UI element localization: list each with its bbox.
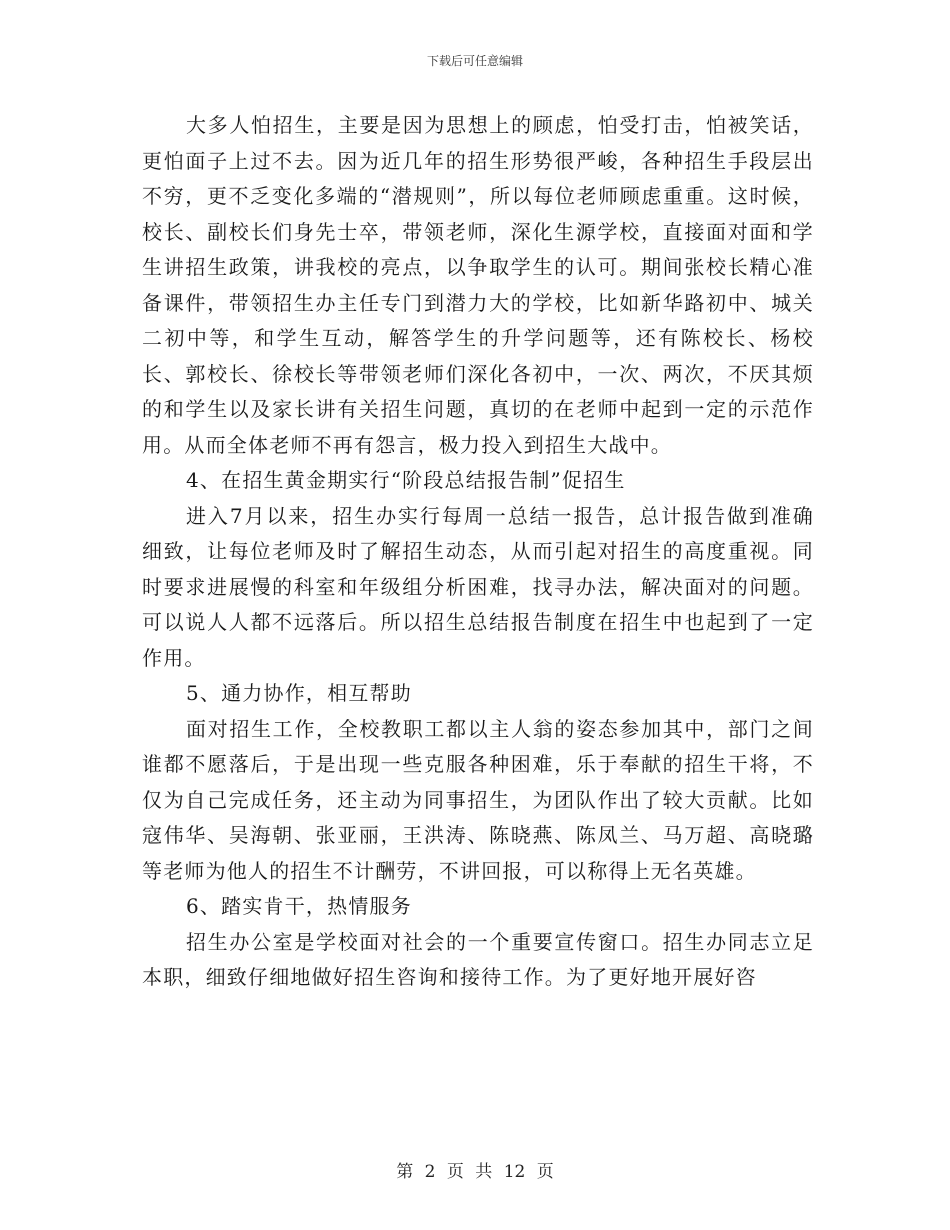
paragraph-3: 面对招生工作，全校教职工都以主人翁的姿态参加其中，部门之间谁都不愿落后，于是出现一些克服各种困难，乐于奉献的招生干将，不仅为自己完成任务，还主动为同事招生，为团队作出了较大贡献。比如寇伟华、吴海朝、张亚丽，王洪涛、陈晓燕、陈凤兰、马万超、高晓璐等老师为他人的招生不计酬劳，不讲回报，可以称得上无名英雄。 xyxy=(142,716,814,883)
page-header: 下载后可任意编辑 xyxy=(426,54,523,68)
paragraph-1: 大多人怕招生，主要是因为思想上的顾虑，怕受打击，怕被笑话，更怕面子上过不去。因为近几年的招生形势很严峻，各种招生手段层出不穷，更不乏变化多端的“潜规则”，所以每位老师顾虑重重。这时候，校长、副校长们身先士卒，带领老师，深化生源学校，直接面对面和学生讲招生政策，讲我校的亮点，以争取学生的认可。期间张校长精心准备课件，带领招生办主任专门到潜力大的学校，比如新华路初中、城关二初中等，和学生互动，解答学生的升学问题等，还有陈校长、杨校长、郭校长、徐校长等带领老师们深化各初中，一次、两次，不厌其烦的和学生以及家长讲有关招生问题，真切的在老师中起到一定的示范作用。从而全体老师不再有怨言，极力投入到招生大战中。 xyxy=(142,113,815,457)
paragraph-2: 进入7月以来，招生办实行每周一总结一报告，总计报告做到准确细致，让每位老师及时了解招生动态，从而引起对招生的高度重视。同时要求进展慢的科室和年级组分析困难，找寻办法，解决面对的问题。可以说人人都不远落后。所以招生总结报告制度在招生中也起到了一定作用。 xyxy=(142,503,814,670)
page-footer: 第 2 页 共 12 页 xyxy=(396,1162,554,1182)
document-body xyxy=(142,108,814,996)
section-heading-5: 5、通力协作，相互帮助 xyxy=(186,681,412,705)
paragraph-4: 招生办公室是学校面对社会的一个重要宣传窗口。招生办同志立足本职，细致仔细地做好招生咨询和接待工作。为了更好地开展好咨 xyxy=(142,929,814,989)
section-heading-4: 4、在招生黄金期实行“阶段总结报告制”促招生 xyxy=(186,468,626,492)
section-heading-6: 6、踏实肯干，热情服务 xyxy=(186,894,412,918)
